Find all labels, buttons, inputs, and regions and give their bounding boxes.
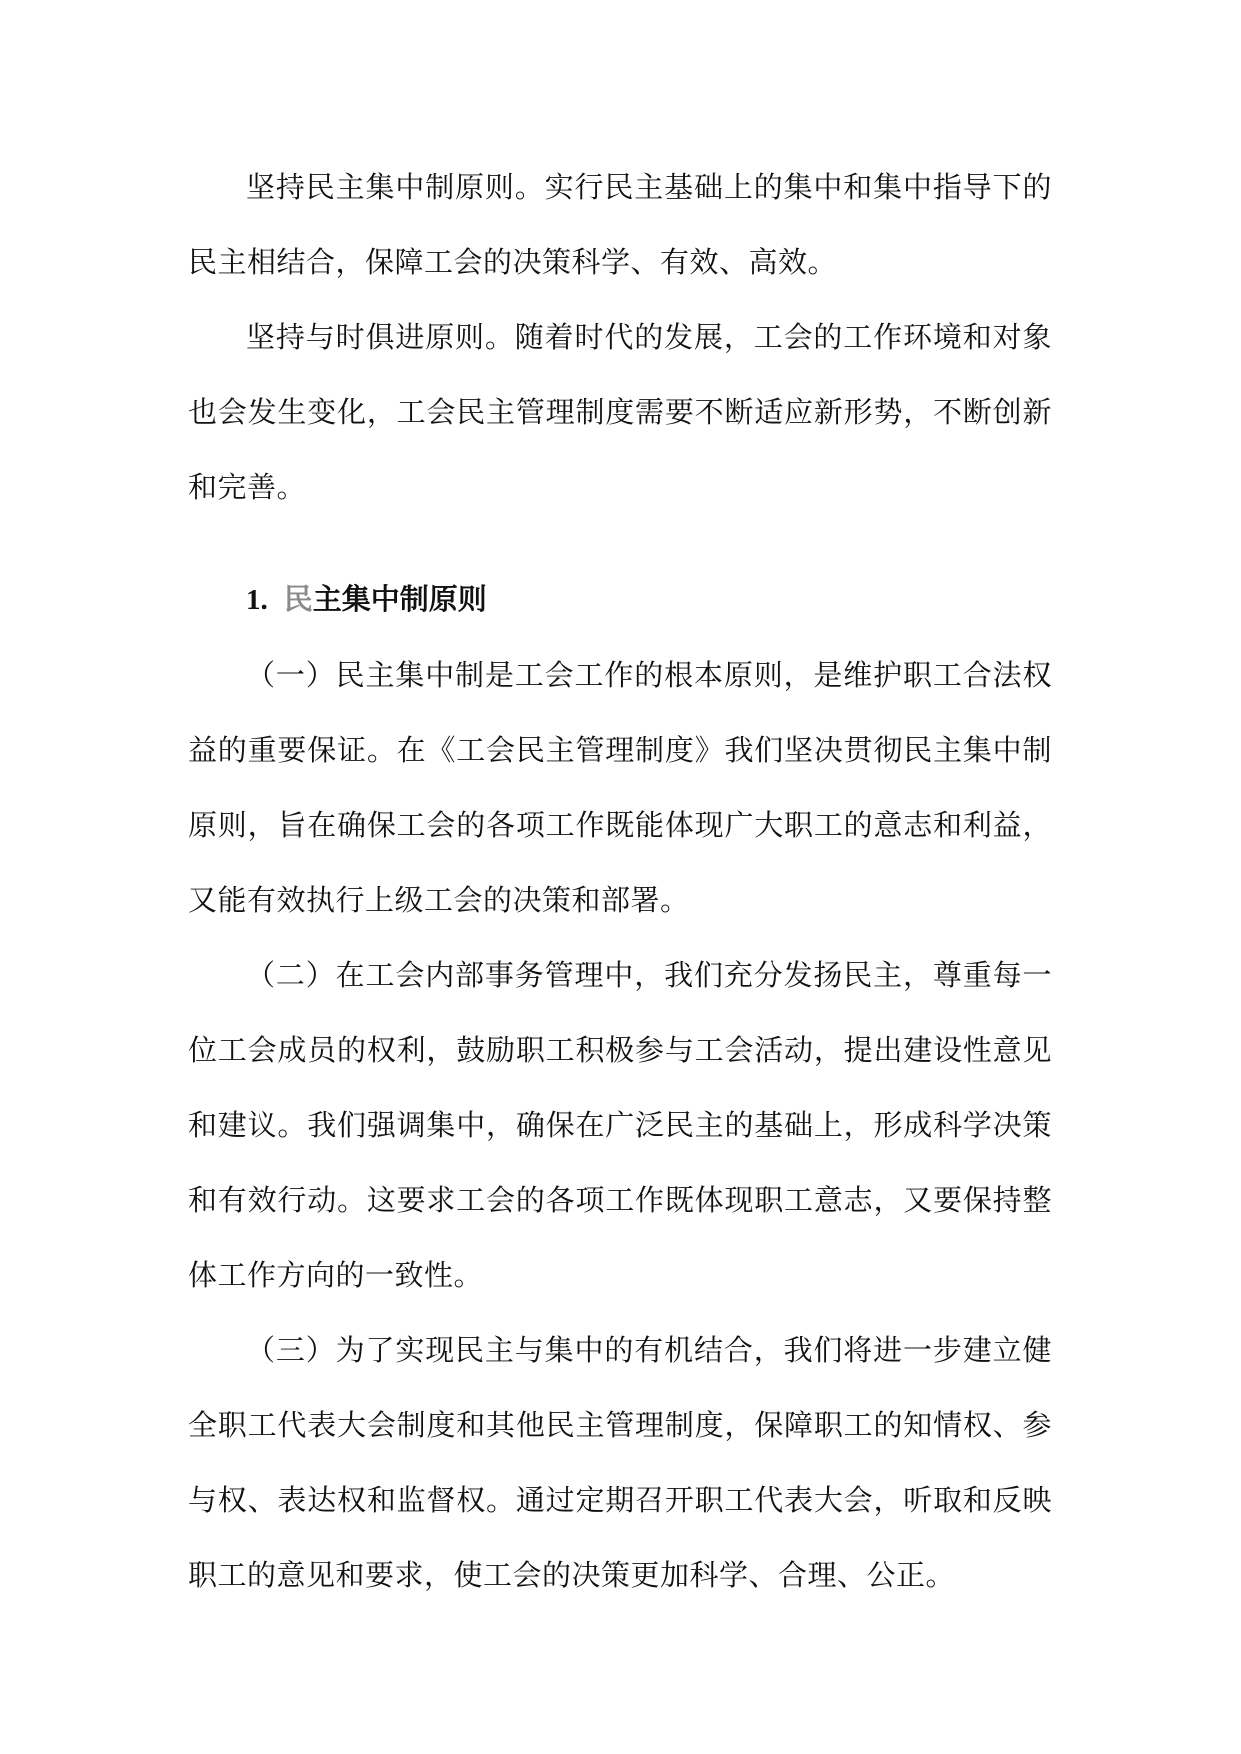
paragraph-item-3: （三）为了实现民主与集中的有机结合，我们将进一步建立健全职工代表大会制度和其他民主管理制度，保障职工的知情权、参与权、表达权和监督权。通过定期召开职工代表大会，听取和反映职工的意见和要求，使工会的决策更加科学、合理、公正。 (188, 1333, 1052, 1592)
paragraph-item-2: （二）在工会内部事务管理中，我们充分发扬民主，尊重每一位工会成员的权利，鼓励职工积极参与工会活动，提出建设性意见和建议。我们强调集中，确保在广泛民主的基础上，形成科学决策和有效行动。这要求工会的各项工作既体现职工意志，又要保持整体工作方向的一致性。 (188, 958, 1052, 1292)
section-heading-text: 主集中制原则 (312, 582, 487, 616)
paragraph-item-1: （一）民主集中制是工会工作的根本原则，是维护职工合法权益的重要保证。在《工会民主管理制度》我们坚决贯彻民主集中制原则，旨在确保工会的各项工作既能体现广大职工的意志和利益，又能有效执行上级工会的决策和部署。 (188, 658, 1052, 917)
paragraph-democratic-centralism-principle: 坚持民主集中制原则。实行民主基础上的集中和集中指导下的民主相结合，保障工会的决策科学、有效、高效。 (188, 170, 1052, 279)
document-page (188, 150, 1052, 1613)
section-heading-first-char: 民 (283, 582, 313, 616)
section-number: 1. (246, 584, 268, 616)
paragraph-keep-pace-with-times-principle: 坚持与时俱进原则。随着时代的发展，工会的工作环境和对象也会发生变化，工会民主管理制度需要不断适应新形势，不断创新和完善。 (188, 320, 1052, 504)
section-heading (188, 562, 1052, 638)
